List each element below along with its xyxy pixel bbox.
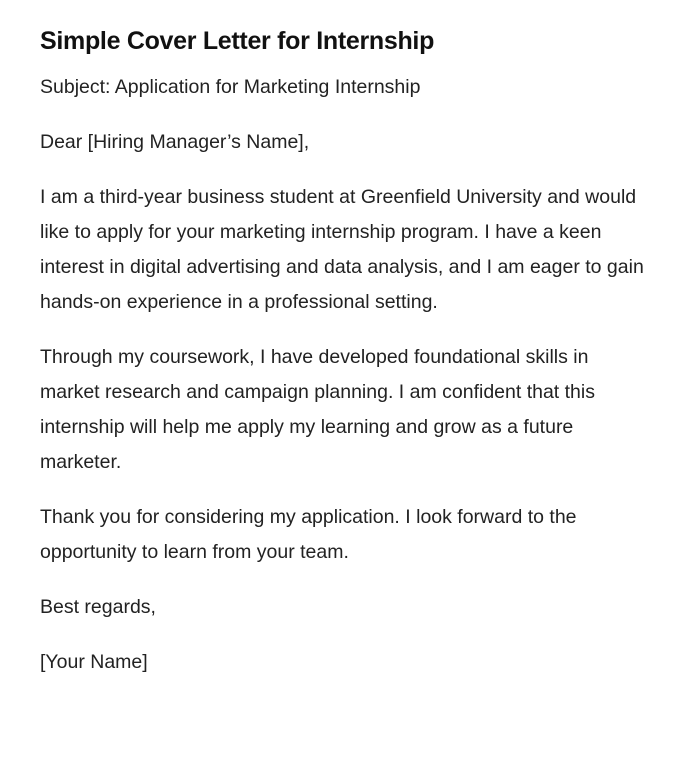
signature: [Your Name] (40, 651, 148, 673)
page-title: Simple Cover Letter for Internship (40, 27, 435, 55)
body-paragraph-3: Thank you for considering my application. I look forward to the opportunity to learn from your team. (40, 506, 577, 563)
body-paragraph-2: Through my coursework, I have developed foundational skills in market research and campaign planning. I am confident that this internship will help me apply my learning and grow as a future marketer. (40, 346, 595, 473)
body-paragraph-1: I am a third-year business student at Greenfield University and would like to apply for your marketing internship program. I have a keen interest in digital advertising and data analysis, and I am eager to gain hands-on experience in a professional setting. (40, 186, 644, 313)
closing: Best regards, (40, 596, 156, 618)
salutation: Dear [Hiring Manager’s Name], (40, 131, 310, 153)
subject-line: Subject: Application for Marketing Internship (40, 76, 421, 98)
